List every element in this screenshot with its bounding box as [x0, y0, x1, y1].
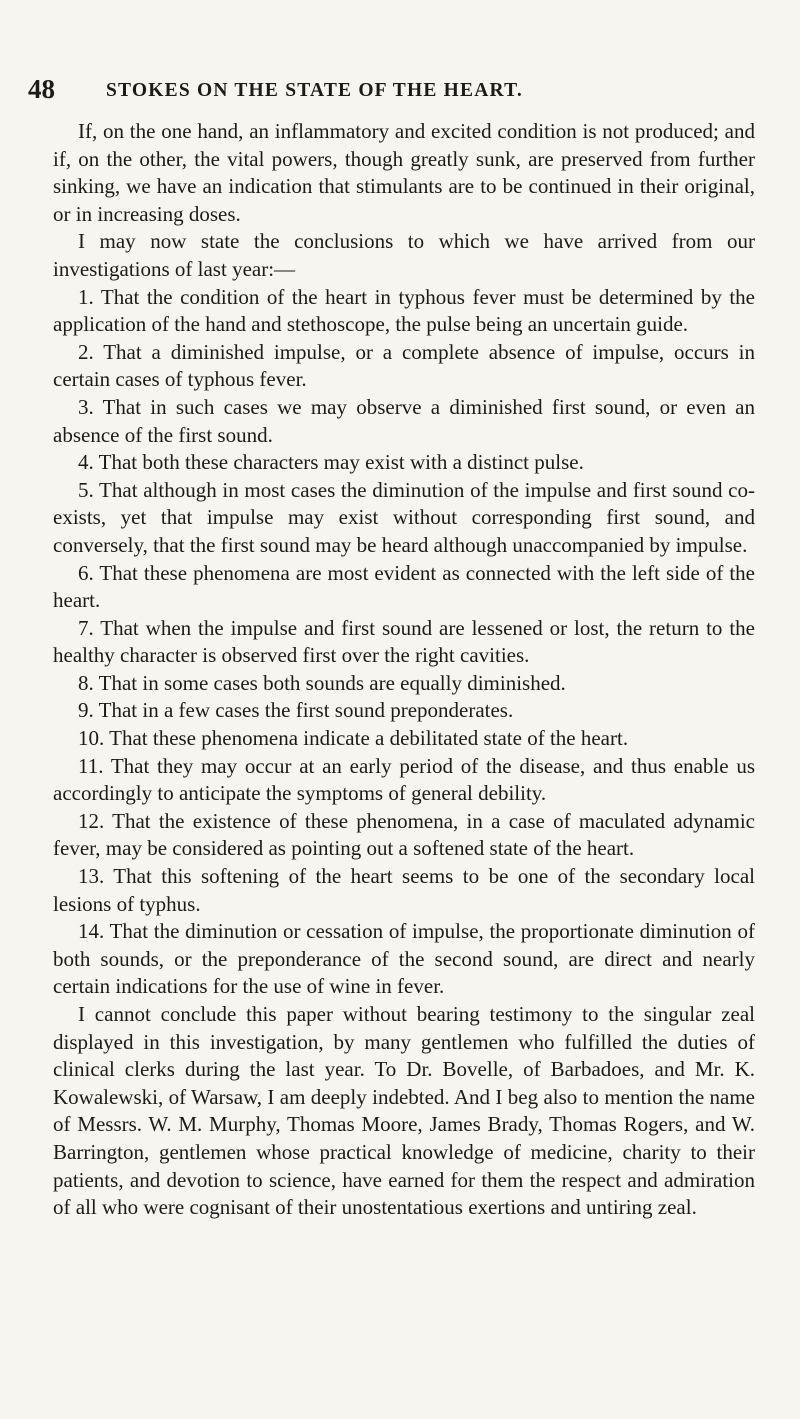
- body-text: [53, 118, 755, 1222]
- conclusion-8: 8. That in some cases both sounds are equally diminished.: [78, 670, 566, 695]
- conclusion-12: 12. That the existence of these phenomena, in a case of maculated adynamic fever, may be considered as pointing out a softened state of the heart.: [53, 808, 755, 861]
- conclusion-9: 9. That in a few cases the first sound preponderates.: [78, 698, 514, 723]
- paragraph-intro: If, on the one hand, an inflammatory and excited condition is not produced; and if, on the other, the vital powers, though greatly sunk, are preserved from further sinking, we have an indication that stimulants are to be continued in their original, or in increasing doses.: [53, 119, 755, 226]
- conclusion-6: 6. That these phenomena are most evident as connected with the left side of the heart.: [53, 560, 755, 613]
- paragraph-conclusions-lead: I may now state the conclusions to which we have arrived from our investigations of last year:—: [53, 229, 755, 281]
- conclusion-2: 2. That a diminished impulse, or a complete absence of impulse, occurs in certain cases of typhous fever.: [53, 339, 755, 392]
- conclusion-1: 1. That the condition of the heart in typhous fever must be determined by the application of the hand and stethoscope, the pulse being an uncertain guide.: [53, 284, 755, 337]
- conclusion-13: 13. That this softening of the heart seems to be one of the secondary local lesions of typhus.: [53, 864, 755, 916]
- conclusion-7: 7. That when the impulse and first sound are lessened or lost, the return to the healthy character is observed first over the right cavities.: [53, 615, 755, 668]
- conclusion-3: 3. That in such cases we may observe a diminished first sound, or even an absence of the first sound.: [53, 394, 755, 447]
- running-head: STOKES ON THE STATE OF THE HEART.: [106, 80, 523, 101]
- conclusion-10: 10. That these phenomena indicate a debilitated state of the heart.: [78, 726, 629, 751]
- page-number: 48: [28, 74, 55, 104]
- conclusion-4: 4. That both these characters may exist with a distinct pulse.: [78, 450, 584, 475]
- conclusion-14: 14. That the diminution or cessation of impulse, the proportionate diminution of both sounds, or the preponderance of the second sound, are direct and nearly certain indications for the use of wine in fever.: [53, 919, 755, 999]
- paragraph-closing: I cannot conclude this paper without bearing testimony to the singular zeal displayed in this investigation, by many gentlemen who fulfilled the duties of clinical clerks during the last year. To Dr. Bovelle, of Barbadoes, and Mr. K. Kowalewski, of Warsaw, I am deeply indebted. And I beg also to mention the name of Messrs. W. M. Murphy, Thomas Moore, James Brady, Thomas Rogers, and W. Barrington, gentlemen whose practical knowledge of medicine, charity to their patients, and devotion to science, have earned for them the respect and admiration of all who were cognisant of their unostentatious exertions and untiring zeal.: [53, 1002, 755, 1220]
- conclusion-11: 11. That they may occur at an early period of the disease, and thus enable us accordingly to anticipate the symptoms of general debility.: [53, 753, 755, 806]
- conclusion-5: 5. That although in most cases the diminution of the impulse and first sound co-exists, yet that impulse may exist without corresponding first sound, and conversely, that the first sound may be heard although unaccompanied by impulse.: [53, 477, 755, 557]
- page-header: [28, 72, 728, 112]
